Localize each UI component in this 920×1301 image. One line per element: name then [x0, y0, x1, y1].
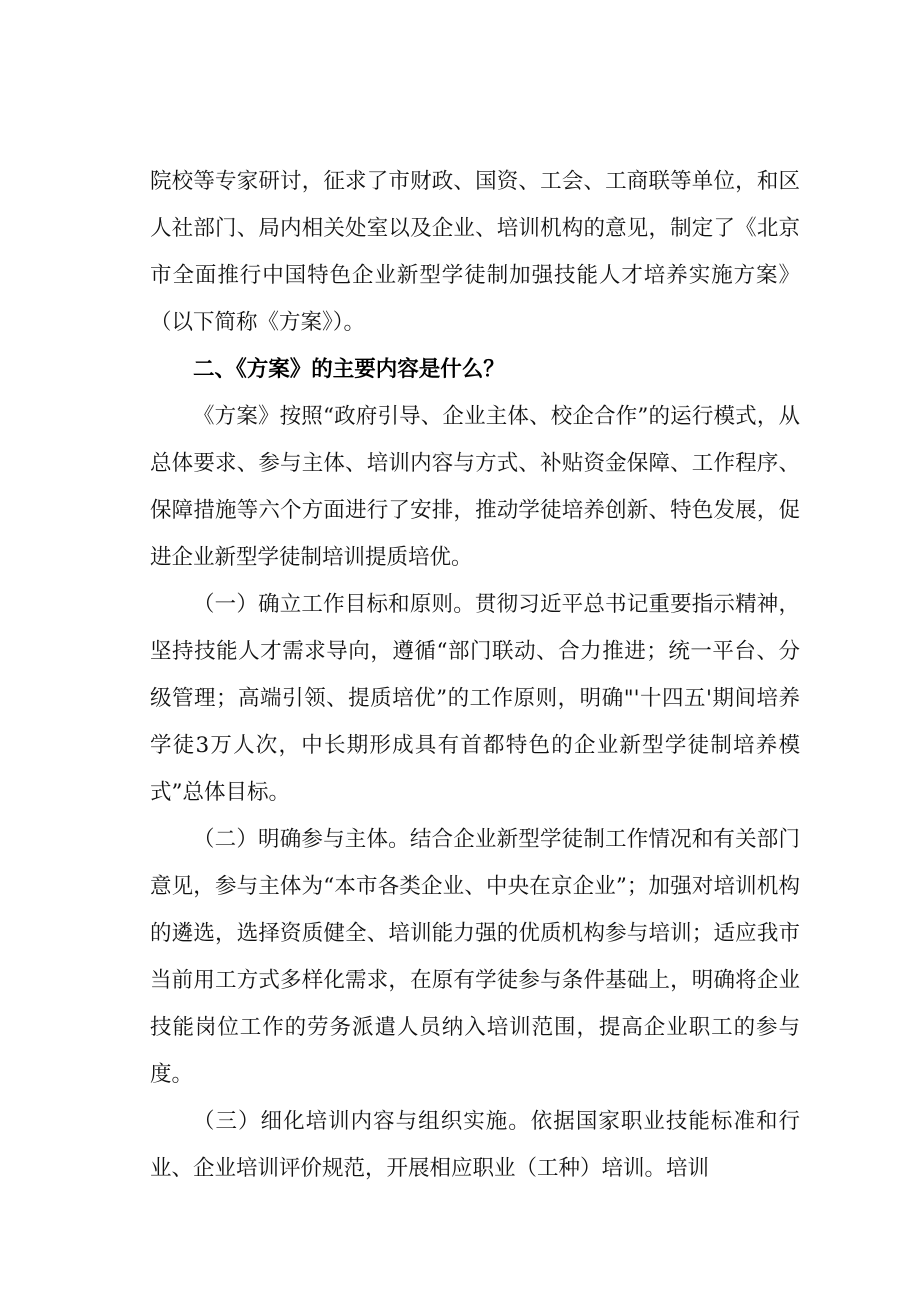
paragraph-item-2: （二）明确参与主体。结合企业新型学徒制工作情况和有关部门意见，参与主体为“本市各类企业、中央在京企业”；加强对培训机构的遴选，选择资质健全、培训能力强的优质机构参与培训；适应我市当前用工方式多样化需求，在原有学徒参与条件基础上，明确将企业技能岗位工作的劳务派遣人员纳入培训范围，提高企业职工的参与度。 [150, 827, 800, 1087]
section-heading: 二、《方案》的主要内容是什么？ [193, 357, 505, 382]
paragraph-continuation: 院校等专家研讨，征求了市财政、国资、工会、工商联等单位，和区人社部门、局内相关处室以及企业、培训机构的意见，制定了《北京市全面推行中国特色企业新型学徒制加强技能人才培养实施方案》（以下简称《方案》）。 [150, 169, 800, 335]
paragraph-item-1: （一）确立工作目标和原则。贯彻习近平总书记重要指示精神，坚持技能人才需求导向，遵循“部门联动、合力推进；统一平台、分级管理；高端引领、提质培优”的工作原则，明确"'十四五'期间培养学徒3万人次，中长期形成具有首都特色的企业新型学徒制培养模式”总体目标。 [150, 592, 800, 805]
document-body [150, 158, 800, 1192]
paragraph-overview: 《方案》按照“政府引导、企业主体、校企合作”的运行模式，从总体要求、参与主体、培训内容与方式、补贴资金保障、工作程序、保障措施等六个方面进行了安排，推动学徒培养创新、特色发展，促进企业新型学徒制培训提质培优。 [150, 404, 800, 570]
paragraph-item-3: （三）细化培训内容与组织实施。依据国家职业技能标准和行业、企业培训评价规范，开展相应职业（工种）培训。培训 [150, 1109, 800, 1181]
